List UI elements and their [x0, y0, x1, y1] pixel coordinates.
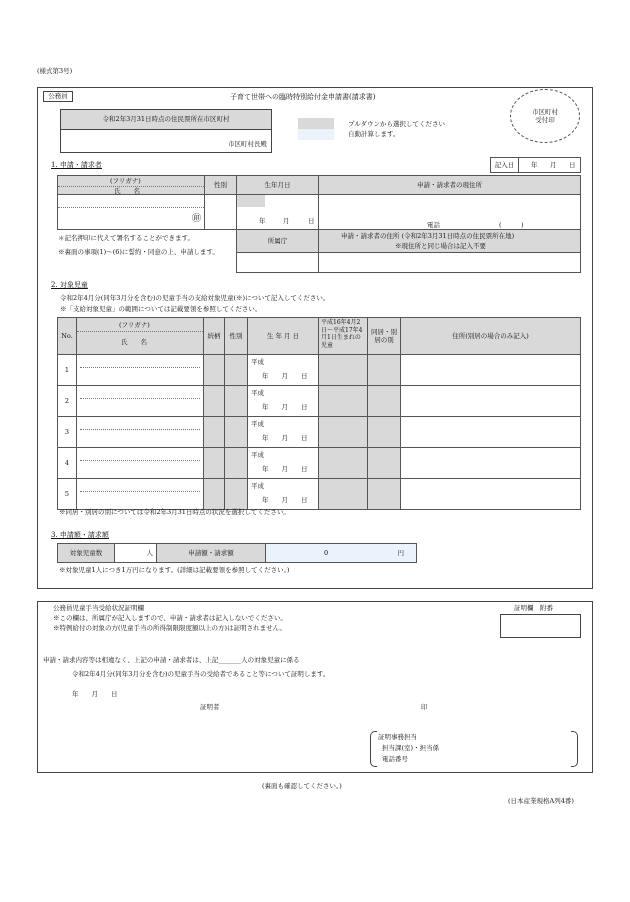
child-name-field[interactable] — [76, 385, 204, 417]
child-row-no: 1 — [57, 354, 77, 386]
children-furigana-label: (フリガナ) — [119, 321, 150, 329]
cert-statement1: 申請・請求内容等は相違なく、上記の申請・請求者は、上記_______人の対象児童に係る — [43, 656, 300, 664]
amount-label: 申請額・請求額 — [156, 543, 266, 563]
child-cohabit-dropdown[interactable] — [367, 416, 401, 448]
footer-back-note: (裏面も確認してください。) — [262, 782, 342, 790]
legend-auto-swatch — [298, 129, 334, 140]
child-row-no: 3 — [57, 416, 77, 448]
amount-unit: 円 — [397, 549, 404, 557]
child-address-field[interactable] — [400, 478, 581, 510]
child-birth-ymd: 年 月 日 — [262, 403, 308, 411]
office-field[interactable] — [236, 252, 319, 273]
child-count-label: 対象児童数 — [57, 543, 115, 563]
resident-address-header — [318, 229, 581, 253]
child-relation-dropdown[interactable] — [203, 478, 225, 510]
name-label: 氏 名 — [114, 187, 140, 195]
child-count-unit: 人 — [146, 549, 153, 557]
cert-note1: ※この欄は、所属庁が記入しますので、申請・請求者は記入しないでください。 — [53, 614, 287, 622]
child-birth-field[interactable] — [247, 447, 319, 479]
child-birth-era: 平成 — [251, 420, 264, 428]
resident-address-field[interactable] — [318, 252, 581, 273]
cohabit-header: 同居・別居の別 — [367, 317, 401, 355]
note-consent: ※裏面の事項(1)～(6)に誓約・同意の上、申請します。 — [58, 248, 219, 256]
child-count-field[interactable] — [114, 543, 157, 563]
section1-title: 1. 申請・請求者 — [51, 161, 102, 169]
child-gender-dropdown[interactable] — [224, 385, 248, 417]
child-cohabit-dropdown[interactable] — [367, 354, 401, 386]
cert-appendix-field[interactable] — [500, 614, 581, 638]
municipality-box — [60, 109, 272, 153]
child-birth-ymd: 年 月 日 — [262, 465, 308, 473]
child-address-field[interactable] — [400, 447, 581, 479]
date-month: 月 — [550, 161, 557, 169]
child-name-field[interactable] — [76, 354, 204, 386]
child-birth-ymd: 年 月 日 — [262, 496, 308, 504]
seal-mark: ㊞ — [191, 214, 201, 224]
public-servant-badge: 公務員 — [43, 91, 73, 102]
applicant-name-field[interactable] — [57, 194, 205, 230]
child-gender-dropdown[interactable] — [224, 416, 248, 448]
children-name-label: 氏 名 — [121, 338, 147, 346]
cert-contact3: 電話番号 — [382, 755, 408, 763]
birth-month-label: 月 — [283, 217, 290, 225]
child-gender-dropdown[interactable] — [224, 447, 248, 479]
child-cohabit-dropdown[interactable] — [367, 447, 401, 479]
cert-note2: ※特例給付の対象の方(児童手当の所得制限限度額以上の方)は証明されません。 — [53, 624, 286, 632]
child-birth-field[interactable] — [247, 478, 319, 510]
phone-label: 電話 — [427, 221, 440, 229]
date-year: 年 — [531, 161, 538, 169]
child-birth-ymd: 年 月 日 — [262, 434, 308, 442]
child-address-field[interactable] — [400, 354, 581, 386]
child-gender-dropdown[interactable] — [224, 478, 248, 510]
phone-paren: ( ) — [499, 221, 524, 229]
municipality-label: 令和2年3月31日時点の住民票所在市区町村 — [61, 110, 271, 130]
child-address-field[interactable] — [400, 385, 581, 417]
applicant-name-header — [57, 175, 205, 195]
cert-contact-box — [370, 731, 578, 767]
child-special-dropdown[interactable] — [318, 385, 368, 417]
gender-field[interactable] — [204, 194, 237, 230]
child-relation-dropdown[interactable] — [203, 354, 225, 386]
child-birth-field[interactable] — [247, 354, 319, 386]
child-name-field[interactable] — [76, 478, 204, 510]
child-cohabit-dropdown[interactable] — [367, 385, 401, 417]
cert-statement2: 令和2年4月分(同年3月分を含む)の児童手当の受給者であること等について証明します。 — [72, 670, 330, 678]
cert-title: 公務員児童手当受給状況証明欄 — [53, 604, 144, 612]
child-row-no: 4 — [57, 447, 77, 479]
child-special-dropdown[interactable] — [318, 354, 368, 386]
children-gender-header: 性別 — [224, 317, 248, 355]
filled-date-label: 記入日 — [490, 157, 519, 173]
cert-seal: 印 — [421, 703, 428, 711]
child-birth-field[interactable] — [247, 385, 319, 417]
birth-day-label: 日 — [308, 217, 315, 225]
form-number: (様式第3号) — [37, 67, 73, 75]
child-row-no: 2 — [57, 385, 77, 417]
note-signature: ＊記名押印に代えて署名することができます。 — [58, 234, 194, 242]
child-row-no: 5 — [57, 478, 77, 510]
office-label: 所属庁 — [236, 229, 319, 253]
children-no-header: No. — [57, 317, 77, 355]
cert-certifier: 証明者 — [200, 703, 220, 711]
child-special-dropdown[interactable] — [318, 416, 368, 448]
section3-title: 3. 申請額・請求額 — [51, 531, 109, 539]
child-special-dropdown[interactable] — [318, 447, 368, 479]
child-birth-field[interactable] — [247, 416, 319, 448]
current-address-field[interactable] — [318, 194, 581, 230]
special-birth-header: 平成16年4月2日～平成17年4月1日生まれの児童 — [318, 317, 368, 355]
resident-address-label: 申請・請求者の住所 (令和2年3月31日時点の住民票所在地) — [341, 232, 515, 240]
child-birth-era: 平成 — [251, 358, 264, 366]
furigana-label: (フリガナ) — [110, 177, 141, 185]
relation-header: 続柄 — [203, 317, 225, 355]
children-birth-header: 生 年 月 日 — [247, 317, 319, 355]
filled-date-field[interactable] — [518, 157, 581, 173]
birth-year-label: 年 — [259, 217, 266, 225]
child-name-field[interactable] — [76, 416, 204, 448]
address-header: 申請・請求者の現住所 — [318, 175, 581, 195]
birth-header: 生年月日 — [236, 175, 319, 195]
child-birth-era: 平成 — [251, 451, 264, 459]
footer-jis: (日本産業規格A列4番) — [508, 797, 574, 805]
child-gender-dropdown[interactable] — [224, 354, 248, 386]
birth-field[interactable] — [236, 194, 319, 230]
section2-intro2: ※「支給対象児童」の範囲については記載要領を参照してください。 — [60, 305, 262, 313]
stamp-line1: 市区町村 — [532, 107, 558, 116]
children-name-header — [76, 317, 204, 355]
child-birth-era: 平成 — [251, 482, 264, 490]
legend-dropdown-text: プルダウンから選択してください — [348, 120, 445, 128]
amount-value: 0 — [324, 549, 329, 557]
child-name-field[interactable] — [76, 447, 204, 479]
section3-note: ※対象児童1人につき1万円になります。(詳細は記載要領を参照してください。) — [59, 566, 290, 574]
amount-field — [265, 543, 417, 563]
date-day: 日 — [569, 161, 576, 169]
child-birth-ymd: 年 月 日 — [262, 372, 308, 380]
cert-contact2: 担当課(室)・担当係 — [382, 744, 440, 752]
section2-footnote: ※同居・別居の別については令和2年3月31日時点の状況を選択してください。 — [59, 508, 290, 516]
child-address-field[interactable] — [400, 416, 581, 448]
legend-auto-text: 自動計算します。 — [348, 130, 400, 138]
stamp-line2: 受付印 — [535, 116, 555, 124]
section2-title: 2. 対象児童 — [51, 281, 88, 289]
cert-date: 年 月 日 — [72, 690, 118, 698]
gender-header: 性別 — [204, 175, 237, 195]
child-relation-dropdown[interactable] — [203, 447, 225, 479]
child-birth-era: 平成 — [251, 389, 264, 397]
legend-dropdown-swatch — [298, 118, 334, 129]
child-cohabit-dropdown[interactable] — [367, 478, 401, 510]
resident-address-note: ※現住所と同じ場合は記入不要 — [395, 242, 486, 250]
child-relation-dropdown[interactable] — [203, 416, 225, 448]
birth-era-dropdown[interactable] — [237, 195, 265, 207]
child-special-dropdown[interactable] — [318, 478, 368, 510]
child-relation-dropdown[interactable] — [203, 385, 225, 417]
form-title: 子育て世帯への臨時特別給付金申請書(請求書) — [230, 93, 376, 101]
cert-appendix-label: 証明欄 附番 — [514, 604, 553, 612]
section2-intro1: 令和2年4月分(同年3月分を含む)の児童手当の支給対象児童(※)について記入してください。 — [60, 294, 330, 302]
reception-stamp — [510, 89, 580, 143]
mayor-label: 市区町村長殿 — [228, 140, 267, 148]
children-address-header: 住所(別居の場合のみ記入) — [400, 317, 581, 355]
cert-contact1: 証明事務担当 — [378, 733, 417, 741]
